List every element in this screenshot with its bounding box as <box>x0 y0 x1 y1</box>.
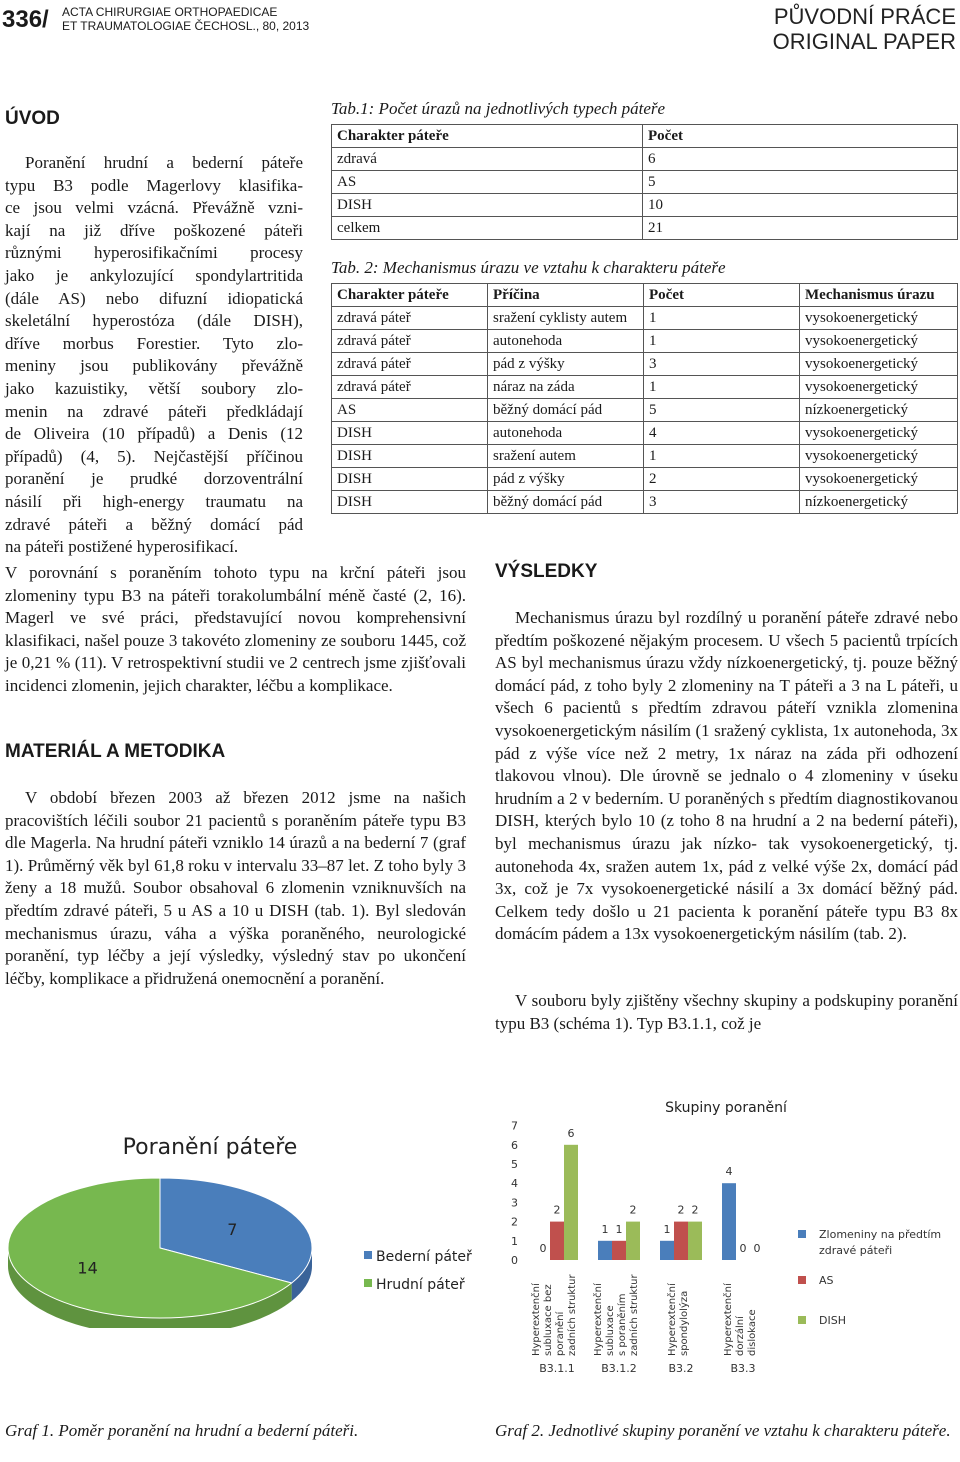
intro-line: na páteři postižené hyperosifikací. <box>5 537 239 557</box>
table-cell: DISH <box>332 468 488 491</box>
table2-header: Mechanismus úrazu <box>800 284 958 307</box>
group-label: B3.3 <box>730 1362 756 1375</box>
bar-data-label: 2 <box>629 1203 637 1217</box>
group-label: B3.2 <box>668 1362 694 1375</box>
table-cell: DISH <box>332 422 488 445</box>
table2-caption: Tab. 2: Mechanismus úrazu ve vztahu k charakteru páteře <box>331 258 726 277</box>
y-tick-label: 5 <box>511 1158 518 1171</box>
intro-line: násilí při high-energy traumatu na <box>5 491 303 511</box>
table-cell: 4 <box>644 422 800 445</box>
table-cell: autonehoda <box>488 330 644 353</box>
pie-data-label: 7 <box>227 1219 238 1239</box>
y-tick-label: 3 <box>511 1196 518 1210</box>
table-row <box>332 399 958 422</box>
intro-line: poranění je prudké dorzoventrální <box>5 469 303 489</box>
table-cell: vysokoenergetický <box>800 330 958 353</box>
table-cell: 1 <box>644 307 800 330</box>
intro-line: kají na již dříve poškozené páteři <box>5 220 303 240</box>
y-tick-label: 2 <box>511 1215 518 1229</box>
category-label: Hyperextenčníspondylolýza <box>667 1283 690 1356</box>
table-cell: zdravá páteř <box>332 376 488 399</box>
table-cell: 3 <box>644 353 800 376</box>
bar-legend-label: Zlomeniny na předtím zdravé páteři <box>819 1228 942 1257</box>
table1-header: Počet <box>643 125 958 148</box>
table-cell: autonehoda <box>488 422 644 445</box>
pie-legend-swatch <box>364 1251 372 1259</box>
table-cell: 1 <box>644 330 800 353</box>
intro-line: skeletální hyperostóza (dále DISH), <box>5 311 303 331</box>
intro-line: menin na zdravé páteři předkládají <box>5 401 303 421</box>
table-cell: vysokoenergetický <box>800 445 958 468</box>
bar <box>550 1222 564 1260</box>
intro-line: dříve morbus Forestier. Tyto zlo- <box>5 333 303 353</box>
y-tick-label: 7 <box>511 1119 518 1133</box>
intro-line: jako kazuistiky, větší soubory zlo- <box>5 378 303 398</box>
category-label: Hyperextenčnísubluxaces poraněnímzadních struktur <box>593 1274 640 1356</box>
table-row <box>332 422 958 445</box>
pie-data-label: 14 <box>77 1258 98 1278</box>
table-cell: nízkoenergetický <box>800 399 958 422</box>
bar <box>612 1241 626 1260</box>
table-row <box>332 491 958 514</box>
bar-legend-label: AS <box>819 1274 834 1287</box>
methods-heading: MATERIÁL A METODIKA <box>5 741 226 762</box>
intro-body <box>5 152 303 559</box>
table-row <box>332 353 958 376</box>
article-type <box>773 4 956 54</box>
bar-data-label: 0 <box>753 1242 761 1255</box>
results-body-1: Mechanismus úrazu byl rozdílný u poranění páteře zdravé nebo předtím poškozené nějakým procesem. U všech 5 pacientů trpících AS byl mechanismus úrazu vždy nízkoenergetický, tj. pouze běžný domácí pád, z toho byly 2 zlomeniny na T páteři a 3 na L páteři, u všech 6 pacientů s předtím zdravou páteří vznikla zlomenina vysokoenergetickým násilím (1 sražený cyklista, 1x autonehoda, 3x pád z výše více než 2 metry, 1x náraz na záda při odhození tlakovou vlnou). Dle úrovně se jednalo o 4 zlomeniny v úseku hrudním a 2 v bederním. U poraněných s předtím diagnostikovanou DISH, kterých bylo 10 (z toho 8 na hrudní a 2 na bederní páteři), byl mechanismus úrazu jak nízko- tak vysokoenergetický, tj. autonehoda 4x, sražen autem 1x, pád z velké výše 2x, domácí pád 3x, což je 7x vysokoenergetické násilí a 3x domácí běžný pád. Celkem tedy došlo u 21 pacienta k poranění páteře typu B3 8x domácím pádem a 13x vysokoenergetickým násilím (tab. 2). <box>495 608 958 944</box>
bar-data-label: 0 <box>539 1242 547 1255</box>
bar-data-label: 6 <box>567 1126 575 1140</box>
bar <box>660 1241 674 1260</box>
bar <box>722 1183 736 1260</box>
table2-header-row <box>332 284 958 307</box>
bar-data-label: 2 <box>691 1203 699 1217</box>
intro-line: ce jsou velmi vzácná. Převážně vzni- <box>5 198 303 218</box>
table-row <box>332 194 958 217</box>
table-cell: vysokoenergetický <box>800 422 958 445</box>
table-cell: 5 <box>643 171 958 194</box>
table1-header: Charakter páteře <box>332 125 643 148</box>
table1 <box>331 124 958 240</box>
y-tick-label: 0 <box>511 1254 518 1267</box>
bar-chart-title: Skupiny poranění <box>665 1100 787 1116</box>
table-cell: pád z výšky <box>488 468 644 491</box>
table-cell: náraz na záda <box>488 376 644 399</box>
table-cell: 1 <box>644 376 800 399</box>
table-row <box>332 148 958 171</box>
bar-data-label: 0 <box>739 1242 747 1255</box>
intro-line: jako je ankylozující spondylartritida <box>5 265 303 285</box>
bar-legend-label: DISH <box>819 1314 846 1327</box>
table-row <box>332 376 958 399</box>
table-cell: běžný domácí pád <box>488 399 644 422</box>
y-tick-label: 1 <box>511 1234 518 1248</box>
table1-header-row <box>332 125 958 148</box>
bar <box>598 1241 612 1260</box>
table-cell: 3 <box>644 491 800 514</box>
journal-name <box>62 5 309 33</box>
y-tick-label: 6 <box>511 1138 518 1152</box>
table-cell: zdravá páteř <box>332 353 488 376</box>
table-row <box>332 217 958 240</box>
bar-legend-swatch <box>798 1230 806 1238</box>
bar <box>688 1222 702 1260</box>
table-cell: DISH <box>332 445 488 468</box>
table-row <box>332 171 958 194</box>
table-row <box>332 468 958 491</box>
y-tick-label: 4 <box>511 1177 518 1191</box>
table-cell: sražení cyklisty autem <box>488 307 644 330</box>
table-cell: AS <box>332 171 643 194</box>
table-cell: 10 <box>643 194 958 217</box>
table-row <box>332 307 958 330</box>
intro-line: případů) (4, 5). Nejčastější příčinou <box>5 446 303 466</box>
table-cell: vysokoenergetický <box>800 468 958 491</box>
pie-chart <box>0 1108 480 1328</box>
bar-data-label: 1 <box>663 1222 671 1236</box>
table-cell: DISH <box>332 194 643 217</box>
table-cell: zdravá páteř <box>332 307 488 330</box>
results-body-2: V souboru byly zjištěny všechny skupiny a podskupiny poranění typu B3 (schéma 1). Typ B3.1.1, což je <box>495 991 958 1033</box>
pie-legend-label: Hrudní páteř <box>376 1277 465 1293</box>
intro-line: (dále AS) nebo difuzní idiopatická <box>5 288 303 308</box>
table-cell: sražení autem <box>488 445 644 468</box>
bar <box>674 1222 688 1260</box>
table-row <box>332 445 958 468</box>
category-label: Hyperextenčnísubluxace bezporaněnízadních struktur <box>531 1274 578 1356</box>
bar-data-label: 2 <box>677 1203 685 1217</box>
category-label: Hyperextenčnídorzálnídislokace <box>723 1283 758 1356</box>
article-type-cz: PŮVODNÍ PRÁCE <box>773 4 956 29</box>
intro-line: de Oliveira (10 případů) a Denis (12 <box>5 424 303 444</box>
table2 <box>331 283 958 514</box>
journal-line-2: ET TRAUMATOLOGIAE ČECHOSL., 80, 2013 <box>62 19 310 33</box>
table-cell: celkem <box>332 217 643 240</box>
bar <box>564 1145 578 1260</box>
intro-line: Poranění hrudní a bederní páteře <box>25 153 303 172</box>
pie-chart-title: Poranění páteře <box>122 1135 298 1160</box>
table1-caption: Tab.1: Počet úrazů na jednotlivých typech páteře <box>331 99 666 118</box>
intro-continuation: V porovnání s poraněním tohoto typu na krční páteři jsou zlomeniny typu B3 na páteři torakolumbální méně časté (2, 16). Magerl ve své práci, představující novou komprehensivní klasifikaci, našel pouze 3 takovéto zlomeniny ze souboru 1445, což je 0,21 % (11). V retrospektivní studii ve 2 centrech jsme zjišťovali incidenci zlomenin, jejich charakter, léčbu a komplikace. <box>5 563 466 695</box>
bar-data-label: 2 <box>553 1203 561 1217</box>
table2-header: Charakter páteře <box>332 284 488 307</box>
table-cell: 5 <box>644 399 800 422</box>
table-cell: vysokoenergetický <box>800 376 958 399</box>
table2-header: Příčina <box>488 284 644 307</box>
pie-legend-swatch <box>364 1279 372 1287</box>
page-number: 336/ <box>2 6 49 33</box>
table-cell: DISH <box>332 491 488 514</box>
graph1-caption: Graf 1. Poměr poranění na hrudní a bederní páteři. <box>5 1421 359 1440</box>
table-cell: 1 <box>644 445 800 468</box>
bar-legend-swatch <box>798 1276 806 1284</box>
intro-heading: ÚVOD <box>5 108 60 129</box>
bar-data-label: 1 <box>615 1222 623 1236</box>
group-label: B3.1.2 <box>601 1362 637 1375</box>
bar-data-label: 1 <box>601 1222 609 1236</box>
intro-line: typu B3 podle Magerlovy klasifika- <box>5 175 303 195</box>
methods-body: V období březen 2003 až březen 2012 jsme na našich pracovištích léčili soubor 21 pacientů s poraněním páteře typu B3 dle Magerla. Na hrudní páteři vzniklo 14 úrazů a na bederní 7 (graf 1). Průměrný věk byl 61,8 roku v intervalu 33–87 let. Z toho byly 3 ženy a 18 mužů. Soubor obsahoval 6 zlomenin vzniknuvších na předtím zdravé páteři, 5 u AS a 10 u DISH (tab. 1). Byl sledován mechanismus úrazu, váha a výška poraněného, neurologické poranění, typ léčby a její výsledky, výsledný stav po ukončení léčby, komplikace a přidružená onemocnění a poranění. <box>5 788 466 988</box>
table-cell: AS <box>332 399 488 422</box>
table-cell: vysokoenergetický <box>800 307 958 330</box>
bar <box>626 1222 640 1260</box>
table-cell: nízkoenergetický <box>800 491 958 514</box>
table-row <box>332 330 958 353</box>
bar-chart <box>480 1088 960 1388</box>
graph2-caption: Graf 2. Jednotlivé skupiny poranění ve vztahu k charakteru páteře. <box>495 1421 951 1440</box>
table-cell: zdravá <box>332 148 643 171</box>
results-heading: VÝSLEDKY <box>495 561 598 582</box>
table-cell: běžný domácí pád <box>488 491 644 514</box>
pie-legend-label: Bederní páteř <box>376 1249 472 1265</box>
table-cell: pád z výšky <box>488 353 644 376</box>
bar-legend-swatch <box>798 1316 806 1324</box>
group-label: B3.1.1 <box>539 1362 575 1375</box>
table-cell: 6 <box>643 148 958 171</box>
intro-line: meniny jsou publikovány převážně <box>5 356 303 376</box>
table-cell: 2 <box>644 468 800 491</box>
table-cell: zdravá páteř <box>332 330 488 353</box>
intro-line: různými hyperosifikačními procesy <box>5 243 303 263</box>
article-type-en: ORIGINAL PAPER <box>772 29 956 54</box>
bar-data-label: 4 <box>725 1165 733 1179</box>
table2-header: Počet <box>644 284 800 307</box>
table-cell: vysokoenergetický <box>800 353 958 376</box>
table-cell: 21 <box>643 217 958 240</box>
intro-line: zdravé páteři a běžný domácí pád <box>5 514 303 534</box>
journal-line-1: ACTA CHIRURGIAE ORTHOPAEDICAE <box>62 5 278 19</box>
